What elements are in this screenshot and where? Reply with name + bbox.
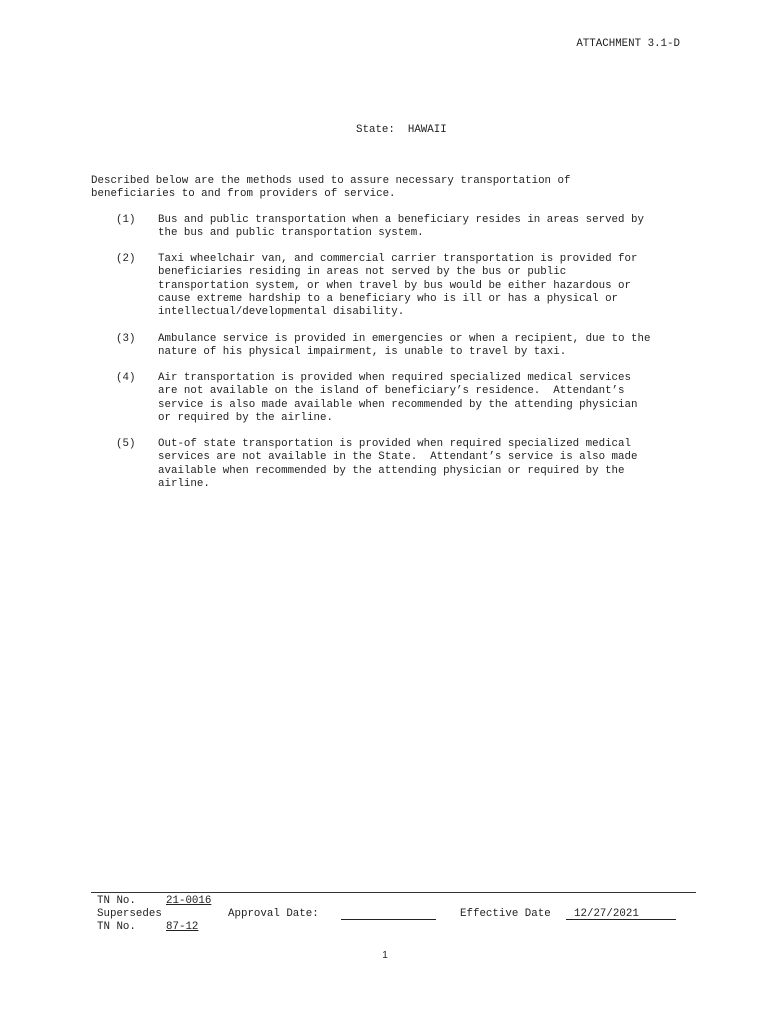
tn-value: 21-0016 [166, 895, 212, 907]
attachment-label: ATTACHMENT 3.1-D [576, 38, 680, 50]
item-line: services are not available in the State. Attendant’s service is also made [158, 451, 638, 464]
item-number: (1) [116, 214, 136, 226]
page-number: 1 [382, 950, 388, 961]
effective-date-label: Effective Date [460, 908, 551, 920]
item-line: or required by the airline. [158, 411, 333, 424]
item-line: airline. [158, 477, 210, 490]
intro-line: beneficiaries to and from providers of service. [91, 188, 396, 201]
tn-label-2: TN No. [97, 921, 136, 933]
item-line: service is also made available when recommended by the attending physician [158, 398, 638, 411]
item-line: beneficiaries residing in areas not served by the bus or public [158, 266, 567, 279]
effective-date-value: 12/27/2021 [574, 908, 639, 920]
item-number: (2) [116, 253, 136, 265]
item-line: intellectual/developmental disability. [158, 306, 405, 319]
footer-divider [91, 892, 696, 893]
item-number: (4) [116, 372, 136, 384]
item-line: Air transportation is provided when required specialized medical services [158, 372, 631, 384]
item-line: available when recommended by the attending physician or required by the [158, 464, 625, 477]
approval-date-blank [341, 908, 436, 920]
state-title: State: HAWAII [356, 124, 447, 136]
item-line: the bus and public transportation system. [158, 227, 424, 240]
item-line: nature of his physical impairment, is unable to travel by taxi. [158, 346, 567, 359]
tn-label: TN No. [97, 895, 136, 907]
tn-value-2: 87-12 [166, 921, 199, 933]
intro-paragraph [91, 175, 691, 202]
intro-line: Described below are the methods used to assure necessary transportation of [91, 175, 571, 187]
approval-date-label: Approval Date: [228, 908, 319, 920]
item-line: Ambulance service is provided in emergencies or when a recipient, due to the [158, 333, 651, 345]
item-line: Bus and public transportation when a beneficiary resides in areas served by [158, 214, 644, 226]
item-line: Taxi wheelchair van, and commercial carrier transportation is provided for [158, 253, 638, 265]
supersedes-label: Supersedes [97, 908, 162, 920]
item-line: Out-of state transportation is provided when required specialized medical [158, 438, 631, 450]
item-number: (3) [116, 333, 136, 345]
item-line: transportation system, or when travel by bus would be either hazardous or [158, 279, 631, 292]
effective-date-field [566, 908, 676, 920]
item-line: cause extreme hardship to a beneficiary who is ill or has a physical or [158, 292, 619, 305]
item-line: are not available on the island of beneficiary’s residence. Attendant’s [158, 385, 625, 398]
item-number: (5) [116, 438, 136, 450]
